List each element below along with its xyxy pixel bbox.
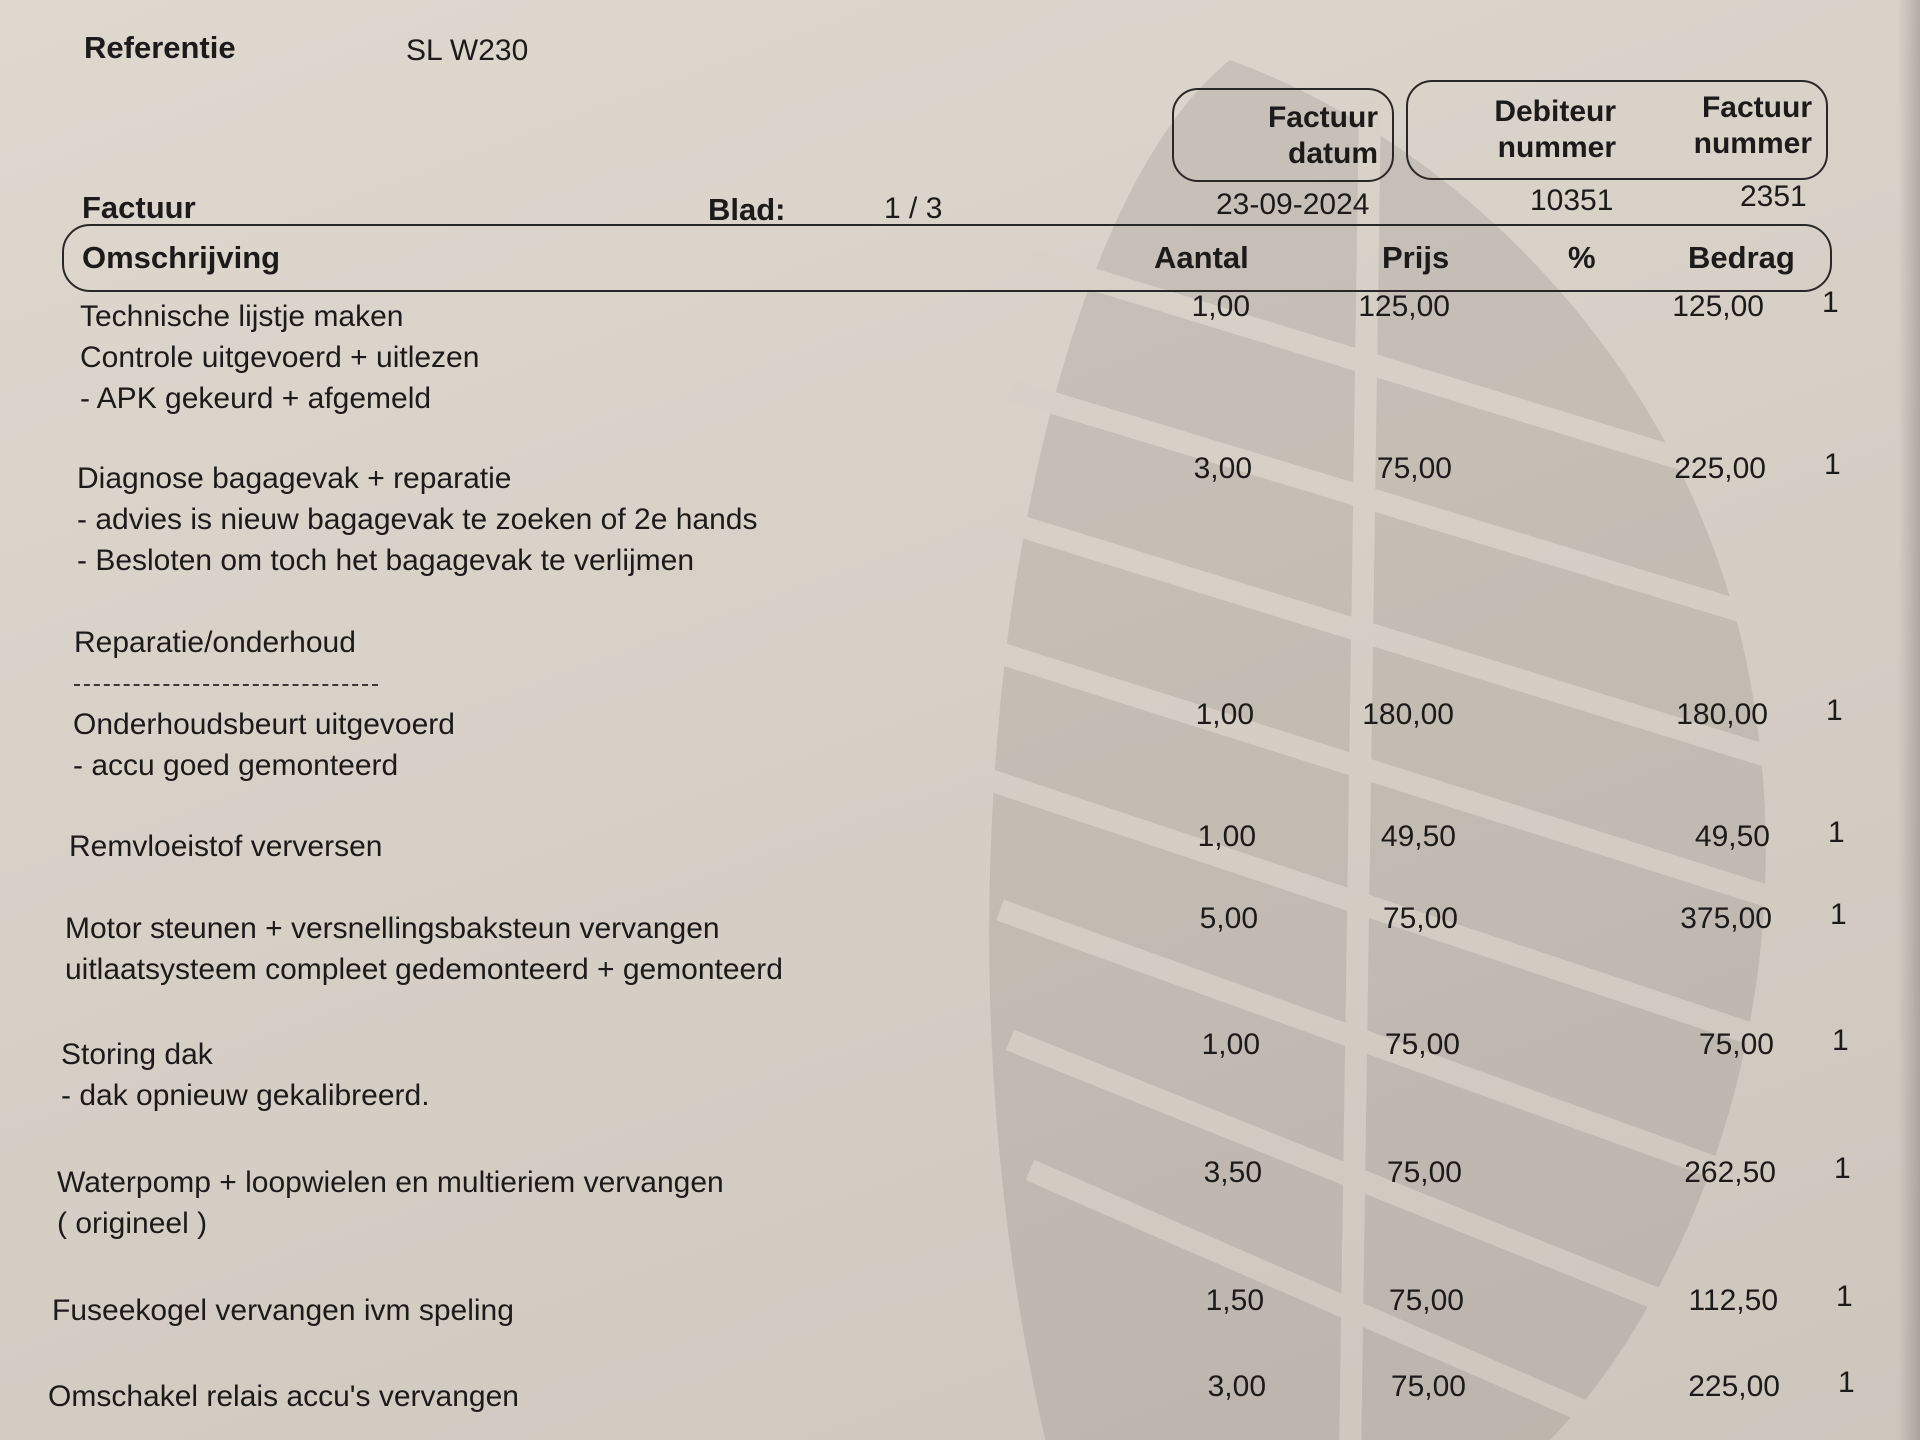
line-item-prijs: 75,00 xyxy=(1386,1156,1462,1189)
description-line: - accu goed gemonteerd xyxy=(73,749,399,782)
line-item-prijs: 75,00 xyxy=(1390,1370,1466,1403)
line-item-prijs: 75,00 xyxy=(1382,902,1458,935)
line-item-code: 1 xyxy=(1838,1366,1855,1399)
section-title: Reparatie/onderhoud xyxy=(74,626,356,659)
line-item-prijs: 75,00 xyxy=(1388,1284,1464,1317)
line-item-description xyxy=(73,704,455,786)
line-item-prijs: 75,00 xyxy=(1384,1028,1460,1061)
column-bedrag: Bedrag xyxy=(1688,240,1795,275)
line-item-bedrag: 225,00 xyxy=(1674,452,1766,485)
line-item-code: 1 xyxy=(1834,1152,1851,1185)
factuurdatum-label-line2: datum xyxy=(1288,137,1378,170)
column-omschrijving: Omschrijving xyxy=(82,240,281,275)
description-line: - Besloten om toch het bagagevak te verlijmen xyxy=(77,544,695,577)
line-item-description xyxy=(69,826,382,867)
debiteur-factuurnummer-header-box xyxy=(1406,80,1828,180)
factuurdatum-value: 23-09-2024 xyxy=(1216,188,1370,221)
line-item-bedrag: 75,00 xyxy=(1698,1028,1774,1061)
description-line: Motor steunen + versnellingsbaksteun vervangen xyxy=(65,912,720,945)
line-item-aantal: 3,50 xyxy=(1203,1156,1262,1189)
line-item-description xyxy=(80,296,479,419)
line-item-code: 1 xyxy=(1822,286,1839,319)
description-line: ( origineel ) xyxy=(57,1207,208,1240)
line-item-aantal: 5,00 xyxy=(1199,902,1258,935)
line-item-prijs: 180,00 xyxy=(1362,698,1454,731)
column-prijs: Prijs xyxy=(1382,240,1450,275)
factuur-label: Factuur xyxy=(82,190,196,225)
line-item-description xyxy=(52,1290,514,1331)
line-item-bedrag: 112,50 xyxy=(1688,1284,1778,1317)
line-item-description xyxy=(48,1376,519,1417)
column-percent: % xyxy=(1568,240,1596,275)
description-line: - advies is nieuw bagagevak te zoeken of 2e hands xyxy=(77,503,758,536)
blad-value: 1 / 3 xyxy=(884,192,943,225)
factuurnummer-value: 2351 xyxy=(1740,180,1807,213)
line-item-aantal: 3,00 xyxy=(1207,1370,1266,1403)
line-item-code: 1 xyxy=(1836,1280,1853,1313)
description-line: - APK gekeurd + afgemeld xyxy=(80,382,432,415)
description-line: Controle uitgevoerd + uitlezen xyxy=(80,341,480,374)
line-item-prijs: 75,00 xyxy=(1376,452,1452,485)
line-item-aantal: 1,00 xyxy=(1197,820,1256,853)
line-item-bedrag: 180,00 xyxy=(1676,698,1768,731)
line-item-prijs: 125,00 xyxy=(1358,290,1450,323)
debiteur-value: 10351 xyxy=(1530,184,1614,217)
line-item-description xyxy=(61,1034,430,1116)
line-item-code: 1 xyxy=(1824,448,1841,481)
description-line: Onderhoudsbeurt uitgevoerd xyxy=(73,708,455,741)
line-item-code: 1 xyxy=(1828,816,1845,849)
debiteur-label-line2: nummer xyxy=(1497,131,1616,164)
line-item-description xyxy=(77,458,757,581)
line-item-code: 1 xyxy=(1826,694,1843,727)
blad-label: Blad: xyxy=(708,192,786,227)
referentie-label: Referentie xyxy=(84,30,236,65)
description-line: Fuseekogel vervangen ivm speling xyxy=(52,1294,514,1327)
description-line: uitlaatsysteem compleet gedemonteerd + gemonteerd xyxy=(65,953,783,986)
factuurdatum-label-line1: Factuur xyxy=(1267,101,1378,134)
line-item-aantal: 3,00 xyxy=(1193,452,1252,485)
description-line: Storing dak xyxy=(61,1038,213,1071)
line-item-description xyxy=(57,1162,724,1244)
description-line: Technische lijstje maken xyxy=(80,300,404,333)
line-item-aantal: 1,50 xyxy=(1205,1284,1264,1317)
line-item-description xyxy=(65,908,783,990)
column-aantal: Aantal xyxy=(1154,240,1249,275)
debiteur-label-line1: Debiteur xyxy=(1494,95,1616,128)
description-line: Omschakel relais accu's vervangen xyxy=(48,1380,519,1413)
line-item-code: 1 xyxy=(1830,898,1847,931)
line-item-aantal: 1,00 xyxy=(1191,290,1250,323)
line-item-bedrag: 225,00 xyxy=(1688,1370,1780,1403)
column-header-bar xyxy=(62,224,1832,292)
description-line: Diagnose bagagevak + reparatie xyxy=(77,462,512,495)
factuurnummer-label-line1: Factuur xyxy=(1701,91,1812,124)
factuurdatum-header-box xyxy=(1172,88,1394,182)
line-item-bedrag: 49,50 xyxy=(1694,820,1770,853)
line-item-bedrag: 375,00 xyxy=(1680,902,1772,935)
line-item-code: 1 xyxy=(1832,1024,1849,1057)
line-item-aantal: 1,00 xyxy=(1201,1028,1260,1061)
line-item-prijs: 49,50 xyxy=(1380,820,1456,853)
line-item-bedrag: 262,50 xyxy=(1684,1156,1776,1189)
description-line: Waterpomp + loopwielen en multieriem vervangen xyxy=(57,1166,724,1199)
section-divider xyxy=(74,684,378,686)
line-item-aantal: 1,00 xyxy=(1195,698,1254,731)
description-line: - dak opnieuw gekalibreerd. xyxy=(61,1079,430,1112)
description-line: Remvloeistof verversen xyxy=(69,830,383,863)
page-edge-shadow xyxy=(1898,0,1920,1440)
line-item-bedrag: 125,00 xyxy=(1672,290,1764,323)
referentie-value: SL W230 xyxy=(406,34,529,67)
factuurnummer-label-line2: nummer xyxy=(1693,127,1812,160)
